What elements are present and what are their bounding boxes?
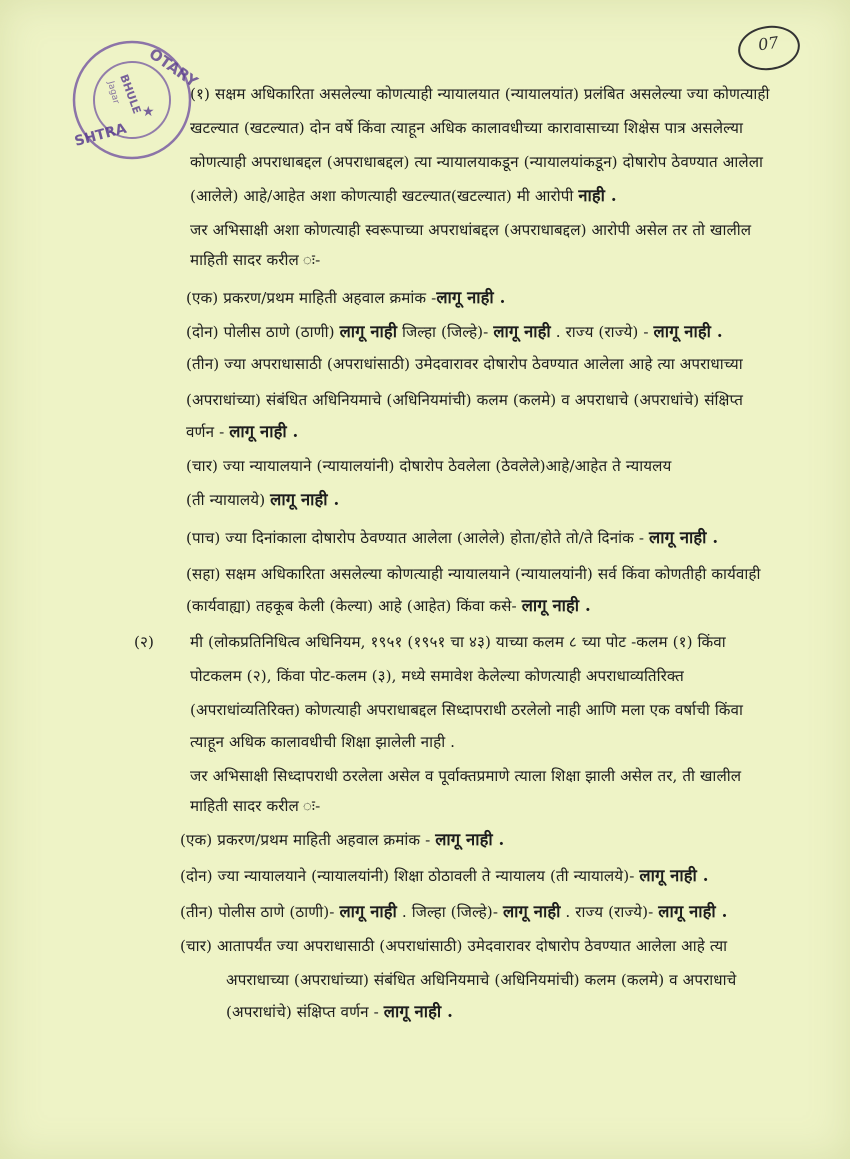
not-applicable-text: लागू नाही .	[658, 902, 728, 921]
item-two	[186, 322, 723, 342]
item-four-court-label: (ती न्यायालये)	[186, 491, 271, 509]
para2-line1: मी (लोकप्रतिनिधित्व अधिनियम, १९५१ (१९५१ चा ४३) याच्या कलम ८ च्या पोट -कलम (१) किंवा	[190, 633, 726, 651]
item-two-district-label: जिल्हा (जिल्हे)-	[397, 323, 494, 341]
conviction-item-four-line1: (चार) आतापर्यंत ज्या अपराधासाठी (अपराधांसाठी) उमेदवारावर दोषारोप ठेवण्यात आलेला आहे त्या	[180, 937, 728, 955]
item-one	[186, 288, 505, 308]
para1-line4	[190, 186, 617, 206]
not-applicable-text: लागू नाही .	[649, 528, 719, 547]
para1-condition-line2: माहिती सादर करील ः-	[190, 251, 321, 269]
para2-condition-line2: माहिती सादर करील ः-	[190, 797, 321, 815]
para1-line4-text: (आलेले) आहे/आहेत अशा कोणत्याही खटल्यात(खटल्यात) मी आरोपी	[190, 187, 579, 205]
not-applicable-text: लागू नाही .	[436, 288, 506, 307]
not-applicable-text: लागू नाही	[339, 322, 398, 341]
item-three-line3	[186, 422, 298, 442]
item-one-label: (एक) प्रकरण/प्रथम माहिती अहवाल क्रमांक -	[186, 289, 437, 307]
not-applicable-text: लागू नाही .	[435, 830, 505, 849]
not-applicable-text: नाही .	[578, 186, 617, 205]
item-two-state-label: . राज्य (राज्ये) -	[550, 323, 654, 341]
item-four-line2	[186, 490, 339, 510]
item-five	[186, 528, 718, 548]
conviction-item-three-district-label: . जिल्हा (जिल्हे)-	[396, 903, 503, 921]
not-applicable-text: लागू नाही .	[270, 490, 340, 509]
svg-text:SHTRA: SHTRA	[72, 120, 129, 150]
conviction-item-three-state-label: . राज्य (राज्ये)-	[560, 903, 659, 921]
item-three-desc-label: वर्णन -	[186, 423, 230, 441]
item-five-label: (पाच) ज्या दिनांकाला दोषारोप ठेवण्यात आलेला (आलेले) होता/होते तो/ते दिनांक -	[186, 529, 650, 547]
not-applicable-text: लागू नाही	[493, 322, 551, 341]
notary-stamp	[62, 38, 202, 178]
para2-condition-line1: जर अभिसाक्षी सिध्दापराधी ठरलेला असेल व पूर्वाक्तप्रमाणे त्याला शिक्षा झाली असेल तर, ती खालील	[190, 767, 742, 785]
not-applicable-text: लागू नाही .	[383, 1002, 453, 1021]
para2-line2: पोटकलम (२), किंवा पोट-कलम (३), मध्ये समावेश केलेल्या कोणत्याही अपराधाव्यतिरिक्त	[190, 667, 684, 685]
handwritten-page-number	[735, 22, 803, 74]
conviction-item-one-label: (एक) प्रकरण/प्रथम माहिती अहवाल क्रमांक -	[180, 831, 436, 849]
svg-text:BHULE: BHULE	[117, 72, 144, 116]
conviction-item-four-line2: अपराधाच्या (अपराधांच्या) संबंधित अधिनियमाचे (अधिनियमांची) कलम (कलमे) व अपराधाचे	[226, 971, 737, 989]
not-applicable-text: लागू नाही .	[639, 866, 709, 885]
item-three-line2: (अपराधांच्या) संबंधित अधिनियमाचे (अधिनियमांची) कलम (कलमे) व अपराधाचे (अपराधांचे) संक्षिप्त	[186, 391, 744, 409]
svg-text:OTARY: OTARY	[145, 44, 202, 91]
para1-condition-line1: जर अभिसाक्षी अशा कोणत्याही स्वरूपाच्या अपराधांबद्दल (अपराधाबद्दल) आरोपी असेल तर तो खालील	[190, 221, 752, 239]
conviction-item-three-police-label: (तीन) पोलीस ठाणे (ठाणी)-	[180, 903, 340, 921]
item-six-label: (कार्यवाह्या) तहकूब केली (केल्या) आहे (आहेत) किंवा कसे-	[186, 597, 522, 615]
conviction-item-two	[180, 866, 709, 886]
not-applicable-text: लागू नाही .	[229, 422, 299, 441]
conviction-item-four-line3	[226, 1002, 453, 1022]
not-applicable-text: लागू नाही	[503, 902, 561, 921]
page-number-text: 07	[756, 32, 780, 55]
item-six-line2	[186, 596, 591, 616]
not-applicable-text: लागू नाही .	[521, 596, 591, 615]
item-four-line1: (चार) ज्या न्यायालयाने (न्यायालयांनी) दोषारोप ठेवलेला (ठेवलेले)आहे/आहेत ते न्यायलय	[186, 457, 672, 475]
svg-text:Jagar: Jagar	[105, 80, 121, 106]
svg-text:★: ★	[142, 104, 155, 120]
para2-number: (२)	[134, 633, 155, 651]
item-six-line1: (सहा) सक्षम अधिकारिता असलेल्या कोणत्याही न्यायालयाने (न्यायालयांनी) सर्व किंवा कोणतीही कार्यवाही	[186, 565, 761, 583]
conviction-item-one	[180, 830, 504, 850]
para1-line3: कोणत्याही अपराधाबद्दल (अपराधाबद्दल) त्या न्यायालयाकडून (न्यायालयांकडून) दोषारोप ठेवण्यात आलेला	[190, 153, 764, 171]
item-three-line1: (तीन) ज्या अपराधासाठी (अपराधांसाठी) उमेदवारावर दोषारोप ठेवण्यात आलेला आहे त्या अपराधाच्या	[186, 355, 743, 373]
not-applicable-text: लागू नाही	[339, 902, 397, 921]
not-applicable-text: लागू नाही .	[653, 322, 723, 341]
conviction-item-four-desc-label: (अपराधांचे) संक्षिप्त वर्णन -	[226, 1003, 384, 1021]
conviction-item-two-label: (दोन) ज्या न्यायालयाने (न्यायालयांनी) शिक्षा ठोठावली ते न्यायालय (ती न्यायालये)-	[180, 867, 640, 885]
para2-line4: त्याहून अधिक कालावधीची शिक्षा झालेली नाही .	[190, 733, 456, 751]
para1-line1: (१) सक्षम अधिकारिता असलेल्या कोणत्याही न्यायालयात (न्यायालयांत) प्रलंबित असलेल्या ज्या कोणत्याही	[190, 85, 770, 103]
conviction-item-three	[180, 902, 727, 922]
item-two-police-label: (दोन) पोलीस ठाणे (ठाणी)	[186, 323, 340, 341]
para1-line2: खटल्यात (खटल्यात) दोन वर्षे किंवा त्याहून अधिक कालावधीच्या कारावासाच्या शिक्षेस पात्र असलेल्या	[190, 119, 743, 137]
para2-line3: (अपराधांव्यतिरिक्त) कोणत्याही अपराधाबद्दल सिध्दापराधी ठरलेलो नाही आणि मला एक वर्षाची किंवा	[190, 701, 744, 719]
